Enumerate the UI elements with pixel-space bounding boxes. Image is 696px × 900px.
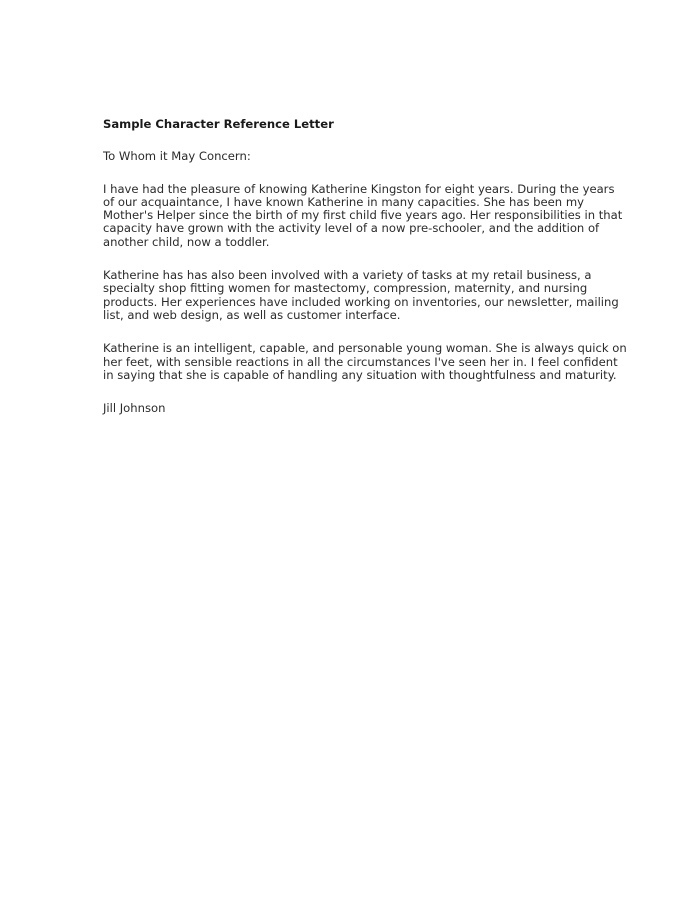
paragraph-line: Katherine has has also been involved with a variety of tasks at my retail business, a: [103, 268, 592, 283]
paragraph-line: in saying that she is capable of handling any situation with thoughtfulness and maturity.: [103, 367, 617, 382]
paragraph-line: specialty shop fitting women for mastectomy, compression, maternity, and nursing: [103, 281, 588, 296]
paragraph-line: Katherine is an intelligent, capable, and personable young woman. She is always quick on: [103, 341, 627, 356]
paragraph-line: capacity have grown with the activity level of a now pre-schooler, and the addition of: [103, 221, 600, 236]
paragraph-1: [103, 181, 623, 249]
paragraph-3: [103, 341, 627, 382]
paragraph-line: Mother's Helper since the birth of my first child five years ago. Her responsibilities in that: [103, 208, 623, 223]
letter-body: [103, 117, 627, 416]
paragraph-line: of our acquaintance, I have known Katherine in many capacities. She has been my: [103, 194, 584, 209]
paragraph-line: her feet, with sensible reactions in all the circumstances I've seen her in. I feel confident: [103, 354, 618, 369]
letter-title: Sample Character Reference Letter: [103, 117, 334, 131]
paragraph-line: products. Her experiences have included working on inventories, our newsletter, mailing: [103, 294, 619, 309]
paragraph-line: list, and web design, as well as customer interface.: [103, 307, 401, 322]
paragraph-2: [103, 268, 619, 322]
paragraph-line: another child, now a toddler.: [103, 234, 270, 249]
signature: Jill Johnson: [103, 401, 166, 416]
salutation: To Whom it May Concern:: [103, 149, 251, 164]
paragraph-line: I have had the pleasure of knowing Katherine Kingston for eight years. During the years: [103, 181, 615, 196]
